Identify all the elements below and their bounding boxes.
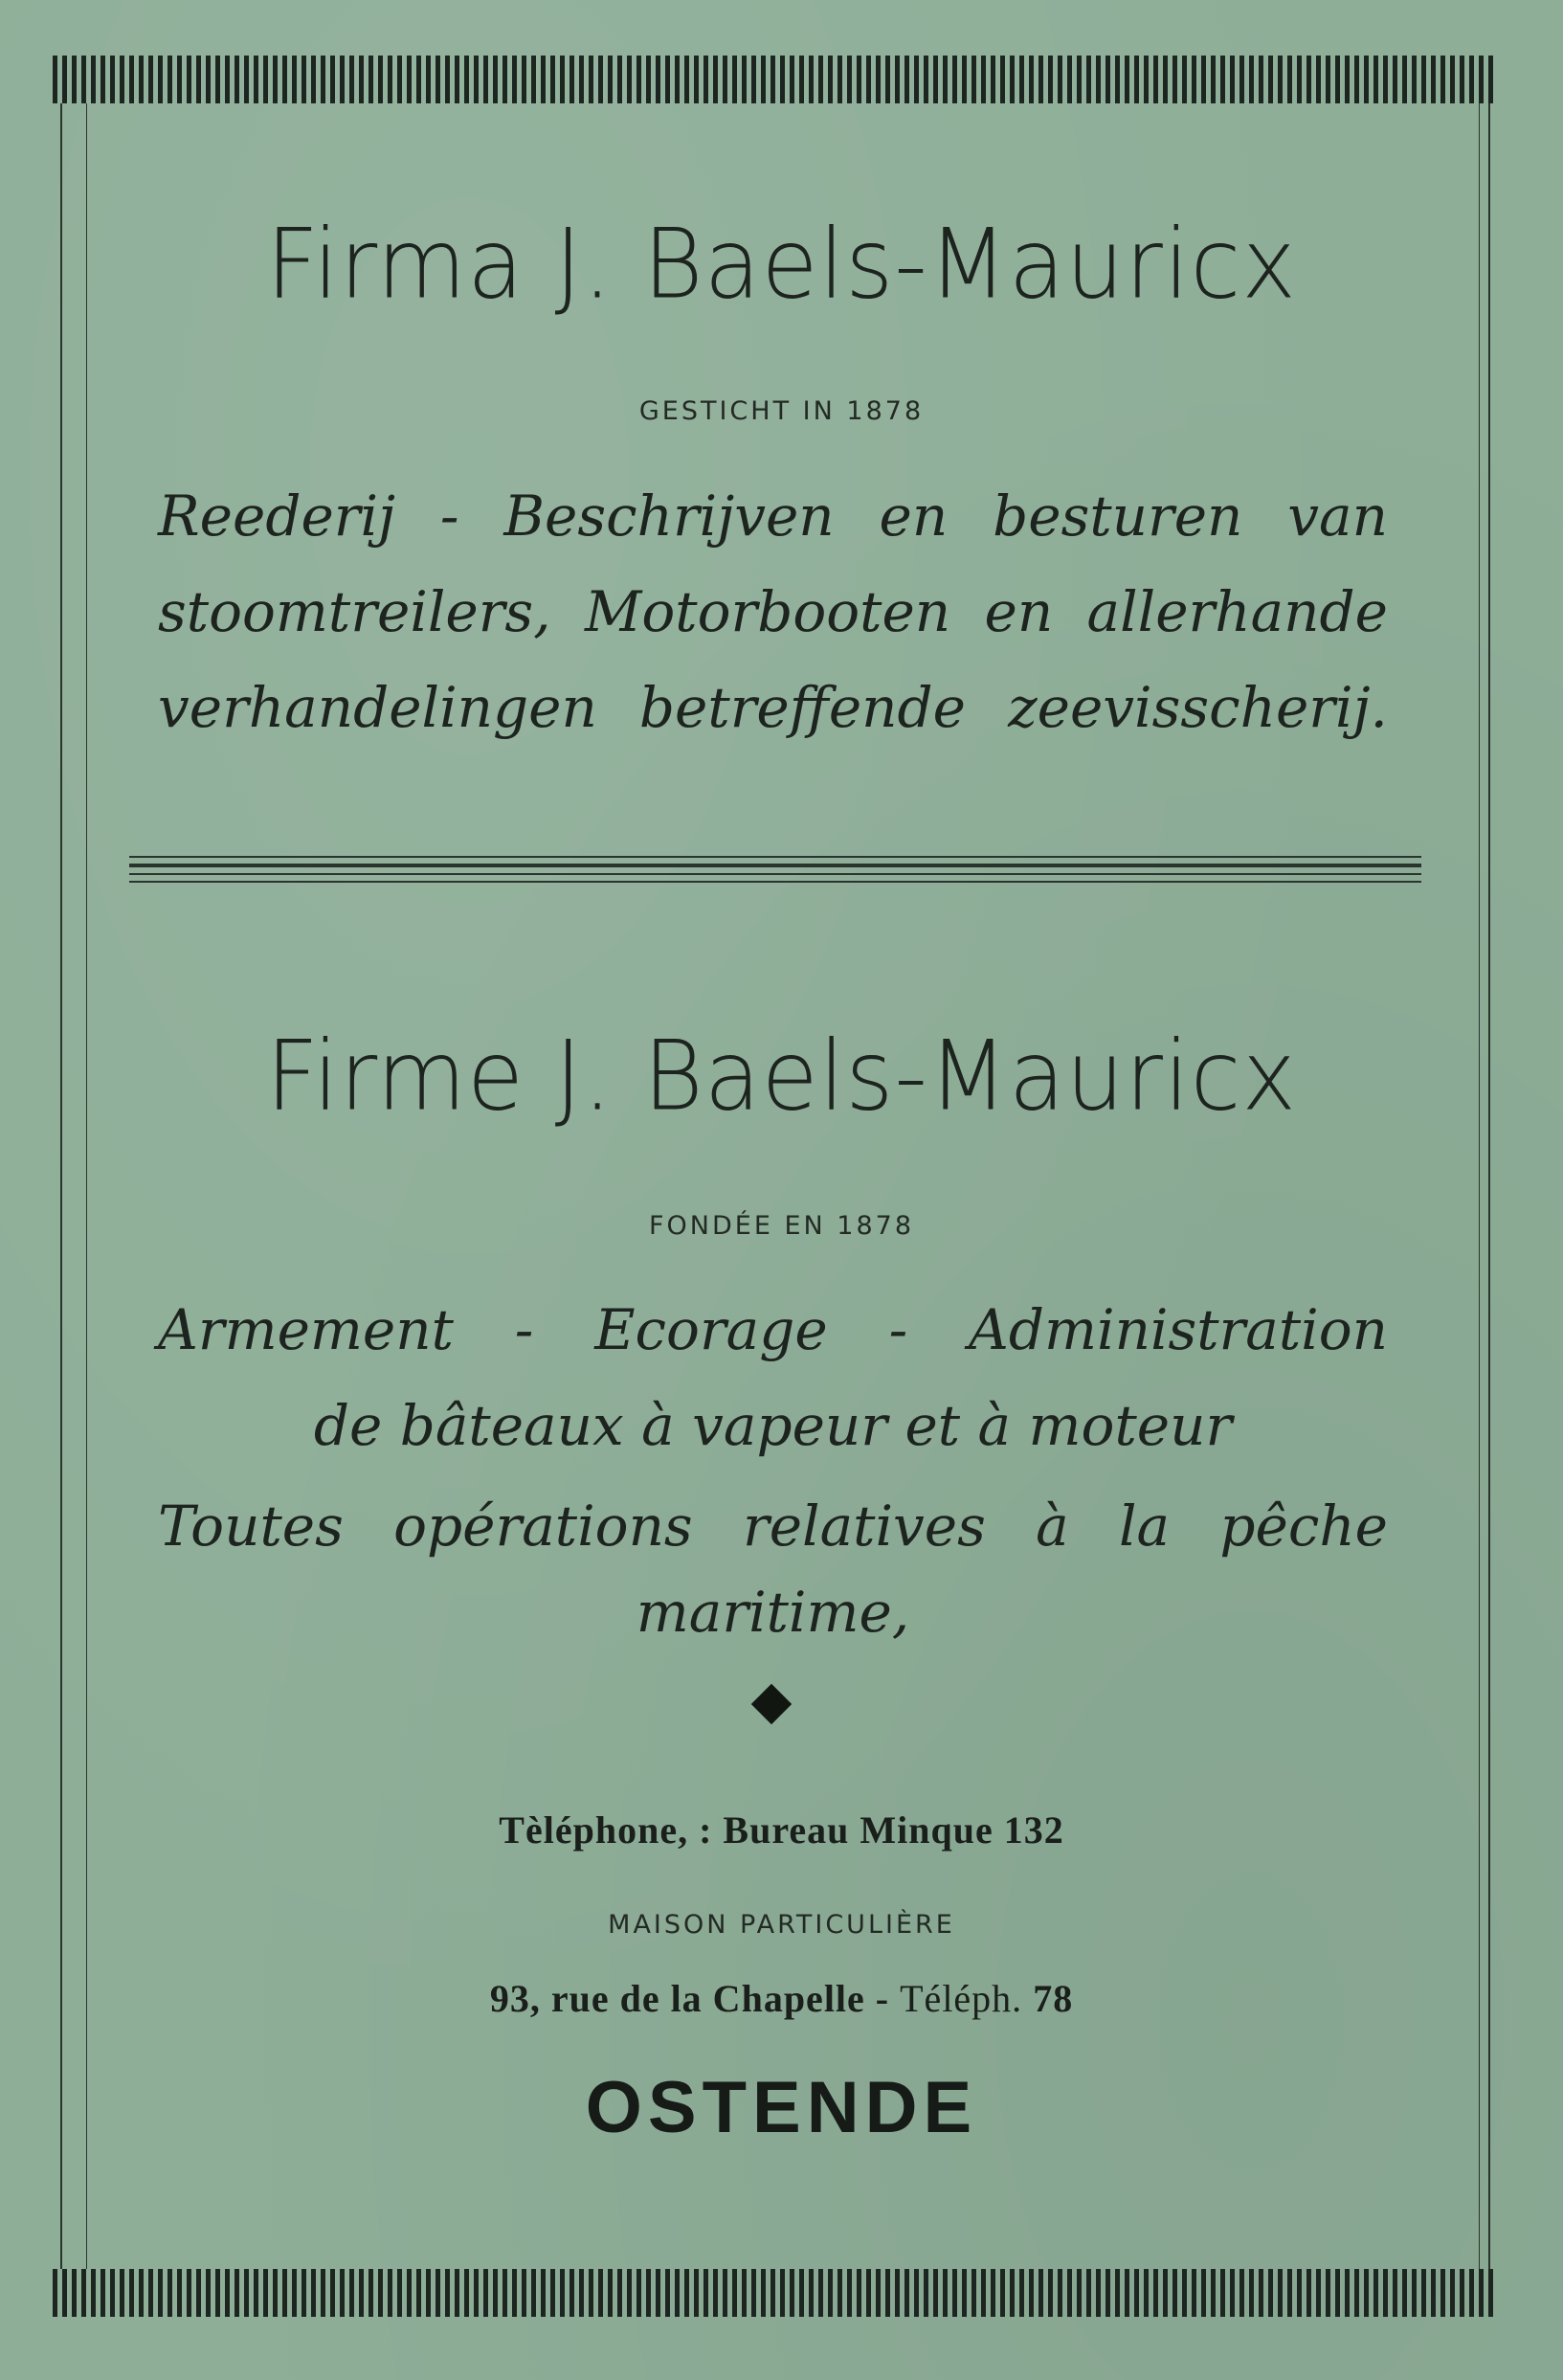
description-dutch-line-2: stoomtreilers, Motorbooten en allerhande: [158, 579, 1388, 644]
top-hatched-border: [53, 56, 1496, 103]
founded-french: FONDÉE EN 1878: [648, 1211, 915, 1241]
description-french-line-4: maritime,: [636, 1580, 910, 1645]
bottom-hatched-border: [53, 2269, 1496, 2317]
section-divider: [129, 856, 1421, 894]
description-dutch-line-1: Reederij - Beschrijven en besturen van: [158, 483, 1388, 549]
description-french-line-2: de bâteaux à vapeur et à moteur: [313, 1393, 1233, 1458]
city-name: OSTENDE: [585, 2067, 978, 2148]
left-border-outer: [60, 103, 62, 2269]
right-border-outer: [1488, 103, 1490, 2269]
left-border-inner: [86, 103, 87, 2269]
phone-number: 78: [1033, 1977, 1074, 2020]
right-border-inner: [1479, 103, 1480, 2269]
address-line: [0, 1976, 1563, 2021]
address-separator: -: [864, 1977, 901, 2020]
street-address: 93, rue de la Chapelle: [489, 1977, 865, 2020]
firm-title-dutch: Firma J. Baels-Mauricx: [265, 208, 1298, 321]
firm-title-french: Firme J. Baels-Mauricx: [265, 1020, 1298, 1133]
description-french-line-1: Armement - Ecorage - Administration: [158, 1297, 1388, 1362]
private-house-label: MAISON PARTICULIÈRE: [608, 1910, 955, 1940]
telephone-office: Tèléphone, : Bureau Minque 132: [499, 1808, 1064, 1852]
phone-label: Téléph.: [900, 1977, 1023, 2020]
founded-dutch: GESTICHT IN 1878: [638, 396, 925, 426]
description-french-line-3: Toutes opérations relatives à la pêche: [158, 1493, 1388, 1559]
description-dutch-line-3: verhandelingen betreffende zeevisscherij.: [158, 675, 1388, 740]
